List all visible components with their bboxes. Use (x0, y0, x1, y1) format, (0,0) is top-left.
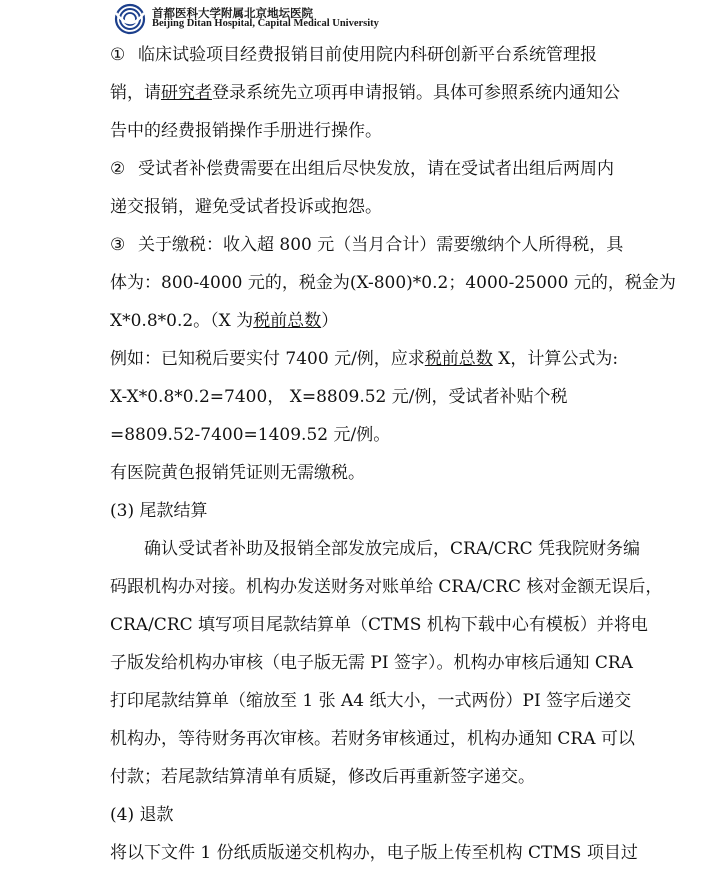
researcher-underlined: 研究者 (161, 83, 212, 103)
section3-line: 码跟机构办对接。机构办发送财务对账单给 CRA/CRC 核对金额无误后， (110, 577, 663, 597)
section3-line: 打印尾款结算单（缩放至 1 张 A4 纸大小，一式两份）PI 签字后递交 (110, 691, 632, 711)
item3-line3: X*0.8*0.2。（X 为税前总数） (110, 311, 339, 331)
example-line1: 例如：已知税后要实付 7400 元/例，应求税前总数 X，计算公式为: (110, 349, 619, 369)
section3-line: 机构办，等待财务再次审核。若财务审核通过，机构办通知 CRA 可以 (110, 729, 635, 749)
hospital-logo-icon (113, 3, 147, 35)
section3-line: CRA/CRC 填写项目尾款结算单（CTMS 机构下载中心有模板）并将电 (110, 615, 648, 635)
item1-marker: ① (110, 45, 126, 65)
section3-line: 付款；若尾款结算清单有质疑，修改后再重新签字递交。 (110, 767, 535, 787)
item3-line2: 体为：800-4000 元的，税金为(X-800)*0.2；4000-25000 元的，税金为 (110, 273, 676, 293)
item1-line3: 告中的经费报销操作手册进行操作。 (110, 121, 382, 141)
page-header (113, 3, 513, 33)
pretax-total-underlined: 税前总数 (253, 311, 322, 331)
item2-line2: 递交报销，避免受试者投诉或抱怨。 (110, 197, 382, 217)
section3-heading: (3) 尾款结算 (110, 501, 208, 521)
pretax-total-underlined-2: 税前总数 (424, 349, 493, 369)
hospital-name-cn: 首都医科大学附属北京地坛医院 (152, 6, 313, 20)
item1-line2: 销，请研究者登录系统先立项再申请报销。具体可参照系统内通知公 (110, 83, 620, 103)
item3-marker: ③ (110, 235, 126, 255)
section4-line1: 将以下文件 1 份纸质版递交机构办，电子版上传至机构 CTMS 项目过 (110, 843, 638, 863)
example-line2: X-X*0.8*0.2=7400， X=8809.52 元/例，受试者补贴个税 (110, 387, 568, 407)
hospital-name-en: Beijing Ditan Hospital, Capital Medical University (152, 18, 379, 29)
tax-exempt-note: 有医院黄色报销凭证则无需缴税。 (110, 463, 365, 483)
item1-line1: ① 临床试验项目经费报销目前使用院内科研创新平台系统管理报 (110, 45, 597, 65)
example-line3: =8809.52-7400=1409.52 元/例。 (110, 425, 391, 445)
item2-line1: ② 受试者补偿费需要在出组后尽快发放，请在受试者出组后两周内 (110, 159, 614, 179)
section4-heading: (4) 退款 (110, 805, 174, 825)
item2-marker: ② (110, 159, 126, 179)
section3-line: 确认受试者补助及报销全部发放完成后，CRA/CRC 凭我院财务编 (110, 539, 641, 559)
item3-line1: ③ 关于缴税：收入超 800 元（当月合计）需要缴纳个人所得税，具 (110, 235, 624, 255)
section3-line: 子版发给机构办审核（电子版无需 PI 签字）。机构办审核后通知 CRA (110, 653, 633, 673)
